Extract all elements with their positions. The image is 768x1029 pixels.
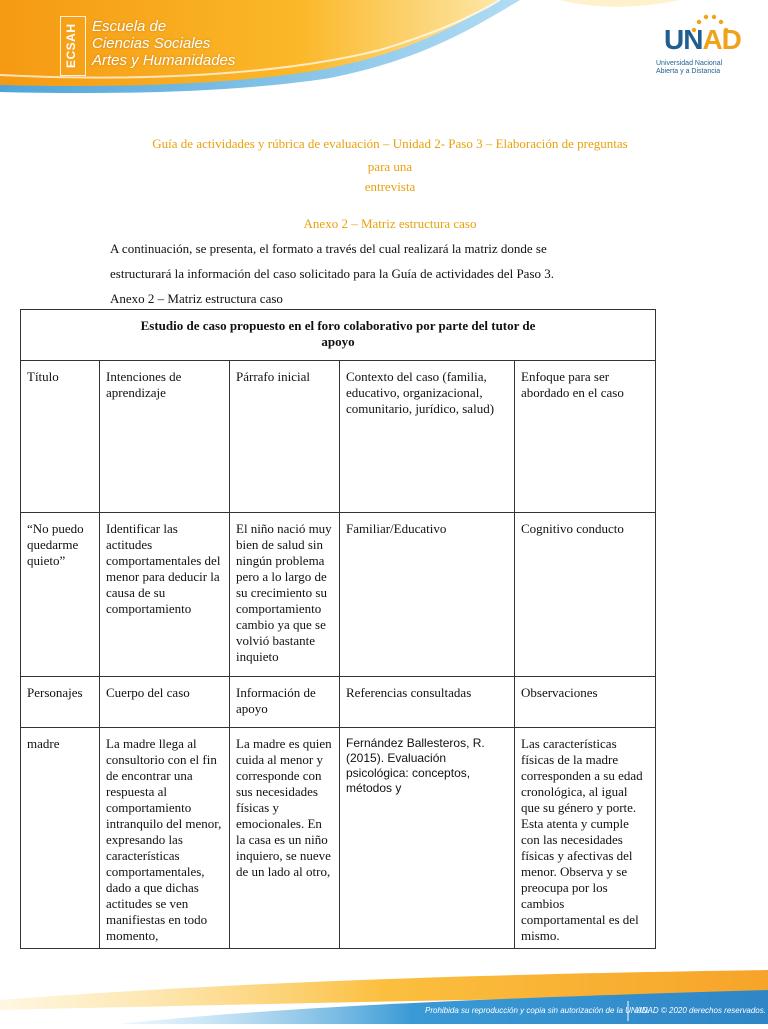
footer-wave-graphic	[0, 965, 768, 1024]
table-header-line-2: apoyo	[321, 334, 355, 349]
table-cell: Contexto del caso (familia, educativo, organizacional, comunitario, jurídico, salud)	[340, 361, 515, 513]
table-cell: Personajes	[21, 677, 100, 728]
table-row	[21, 677, 656, 728]
table-cell: La madre llega al consultorio con el fin de encontrar una respuesta al comportamiento intranquilo del menor, expresando las características comportamentales, dado a que dichas actitudes se ven manifiestas en todo momento,	[100, 728, 230, 949]
table-cell: madre	[21, 728, 100, 949]
table-header-line-1: Estudio de caso propuesto en el foro colaborativo por parte del tutor de	[140, 318, 536, 333]
table-cell: Familiar/Educativo	[340, 513, 515, 677]
unad-wordmark	[664, 24, 741, 56]
table-row	[21, 361, 656, 513]
table-cell: Fernández Ballesteros, R. (2015). Evaluación psicológica: conceptos, métodos y	[340, 728, 515, 949]
school-logo	[60, 16, 290, 76]
unad-logo	[656, 14, 746, 84]
document-title-line-2: para una	[367, 159, 413, 174]
table-cell: Información de apoyo	[230, 677, 340, 728]
table-row	[21, 728, 656, 949]
school-name-line-3: Artes y Humanidades	[92, 52, 236, 69]
table-cell: “No puedo quedarme quieto”	[21, 513, 100, 677]
unad-subtitle	[656, 60, 756, 76]
document-title-line-1: Guía de actividades y rúbrica de evaluación – Unidad 2- Paso 3 – Elaboración de preguntas	[152, 136, 628, 151]
table-cell: Cognitivo conducto	[515, 513, 656, 677]
footer-rights: UNAD © 2020 derechos reservados.	[636, 1006, 766, 1015]
intro-paragraph	[110, 236, 630, 286]
unad-subtitle-line-1: Universidad Nacional	[656, 60, 723, 67]
table-cell: La madre es quien cuida al menor y corresponde con sus necesidades físicas y emocionales. En la casa es un niño inquiero, se nueve de un lado al otro,	[230, 728, 340, 949]
table-row	[21, 513, 656, 677]
table-cell: Identificar las actitudes comportamentales del menor para deducir la causa de su comportamiento	[100, 513, 230, 677]
header-banner	[0, 0, 768, 95]
table-cell: Párrafo inicial	[230, 361, 340, 513]
annex-title: Anexo 2 – Matriz estructura caso	[303, 216, 477, 231]
table-cell: Título	[21, 361, 100, 513]
school-name-line-2: Ciencias Sociales	[92, 35, 211, 52]
intro-line-1: A continuación, se presenta, el formato a través del cual realizará la matriz donde se	[110, 241, 547, 256]
footer-copy-notice: Prohibida su reproducción y copia sin autorización de la UNAD.	[425, 1006, 651, 1015]
ecsah-label: ECSAH	[64, 23, 78, 68]
school-name	[92, 18, 235, 69]
table-cell: Observaciones	[515, 677, 656, 728]
annex-label: Anexo 2 – Matriz estructura caso	[110, 291, 283, 306]
case-matrix-table	[20, 309, 656, 949]
unad-wordmark-ad: AD	[702, 24, 741, 55]
table-cell: Las características físicas de la madre corresponden a su edad cronológica, al igual que su género y porte. Esta atenta y cumple con las necesidades físicas y afectivas del menor. Observa y se preocupa por los cambios comportamental es del mismo.	[515, 728, 656, 949]
table-cell: Cuerpo del caso	[100, 677, 230, 728]
school-name-line-1: Escuela de	[92, 18, 167, 35]
table-header-cell	[21, 310, 656, 361]
footer-banner	[0, 965, 768, 1024]
table-cell: El niño nació muy bien de salud sin ningún problema pero a lo largo de su crecimiento su comportamiento cambio ya que se volvió bastante inquieto	[230, 513, 340, 677]
document-title-line-3: entrevista	[364, 179, 416, 194]
table-cell: Referencias consultadas	[340, 677, 515, 728]
table-header-row	[21, 310, 656, 361]
table-cell: Intenciones de aprendizaje	[100, 361, 230, 513]
table-cell: Enfoque para ser abordado en el caso	[515, 361, 656, 513]
unad-wordmark-un: UN	[664, 24, 703, 55]
unad-subtitle-line-2: Abierta y a Distancia	[656, 68, 721, 75]
intro-line-2: estructurará la información del caso solicitado para la Guía de actividades del Paso 3.	[110, 266, 554, 281]
